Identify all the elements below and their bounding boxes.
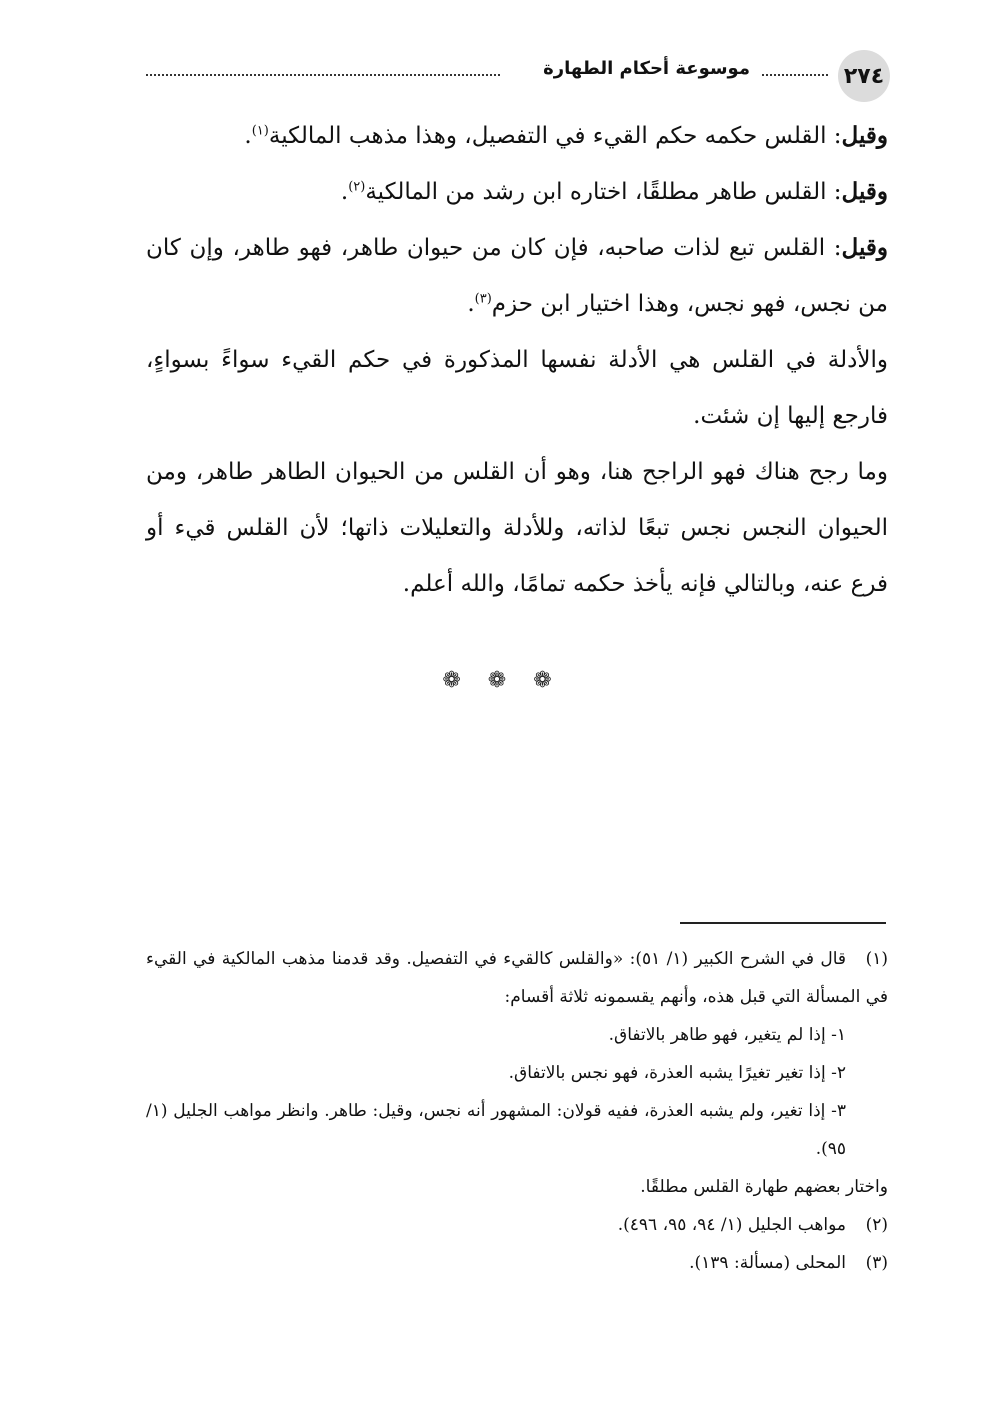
- paragraph-text: : القلس تبع لذات صاحبه، فإن كان من حيوان طاهر، فهو طاهر، وإن كان من نجس، فهو نجس، وهذا اختيار ابن حزم: [146, 235, 888, 317]
- footnote-list-item: ٢- إذا تغير تغيرًا يشبه العذرة، فهو نجس بالاتفاق.: [508, 1063, 846, 1083]
- page-number: ٢٧٤: [838, 50, 890, 102]
- paragraph: والأدلة في القلس هي الأدلة نفسها المذكورة في حكم القيء سواءً بسواءٍ، فارجع إليها إن شئت.: [146, 347, 888, 429]
- footnote-ref: (١): [251, 123, 269, 139]
- footnote-list-item: ١- إذا لم يتغير، فهو طاهر بالاتفاق.: [608, 1025, 846, 1045]
- section-ornament: ❁ ❁ ❁: [442, 668, 562, 693]
- footnote-text: مواهب الجليل (١/ ٩٤، ٩٥، ٤٩٦).: [617, 1215, 846, 1235]
- footnotes: [146, 940, 888, 1282]
- footnote-2: [146, 1206, 888, 1244]
- paragraph-lead: وقيل: [841, 178, 888, 205]
- paragraph: [146, 164, 888, 220]
- header-dotted-rule-right: [762, 74, 828, 76]
- footnote-separator: [680, 922, 886, 924]
- footnote-ref: (٢): [348, 179, 366, 195]
- paragraph-end: .: [340, 179, 349, 205]
- footnote-number: (١): [865, 949, 889, 969]
- footnote-list-item: ٣- إذا تغير، ولم يشبه العذرة، ففيه قولان: المشهور أنه نجس، وقيل: طاهر. وانظر مواهب الجليل (١/ ٩٥).: [146, 1101, 846, 1159]
- footnote-number: (٣): [865, 1253, 888, 1273]
- footnote-continuation: واختار بعضهم طهارة القلس مطلقًا.: [640, 1177, 888, 1197]
- footnote-ref: (٣): [474, 291, 492, 307]
- paragraph-text: : القلس طاهر مطلقًا، اختاره ابن رشد من المالكية: [365, 179, 842, 205]
- paragraph-end: .: [244, 123, 252, 149]
- footnote-3: [146, 1244, 888, 1282]
- body-text: [146, 108, 888, 612]
- footnote-text: قال في الشرح الكبير (١/ ٥١): «والقلس كالقيء في التفصيل. وقد قدمنا مذهب المالكية في القيء في المسألة التي قبل هذه، وأنهم يقسمونه ثلاثة أقسام:: [146, 949, 888, 1007]
- book-title: موسوعة أحكام الطهارة: [543, 58, 750, 79]
- page-header: [146, 44, 890, 100]
- footnote-1: [146, 940, 888, 1016]
- footnote-number: (٢): [865, 1215, 888, 1235]
- paragraph-text: : القلس حكمه حكم القيء في التفصيل، وهذا مذهب المالكية: [268, 123, 842, 149]
- paragraph: [146, 108, 888, 164]
- footnote-text: المحلى (مسألة: ١٣٩).: [689, 1253, 846, 1273]
- paragraph-lead: وقيل: [841, 122, 888, 149]
- paragraph: [146, 220, 888, 332]
- paragraph: وما رجح هناك فهو الراجح هنا، وهو أن القلس من الحيوان الطاهر طاهر، ومن الحيوان النجس نجس تبعًا لذاته، وللأدلة والتعليلات ذاتها؛ لأن القلس قيء أو فرع عنه، وبالتالي فإنه يأخذ حكمه تمامًا، والله أعلم.: [146, 459, 888, 597]
- paragraph-end: .: [467, 291, 475, 317]
- header-dotted-rule-left: [146, 74, 500, 76]
- paragraph-lead: وقيل: [841, 234, 888, 261]
